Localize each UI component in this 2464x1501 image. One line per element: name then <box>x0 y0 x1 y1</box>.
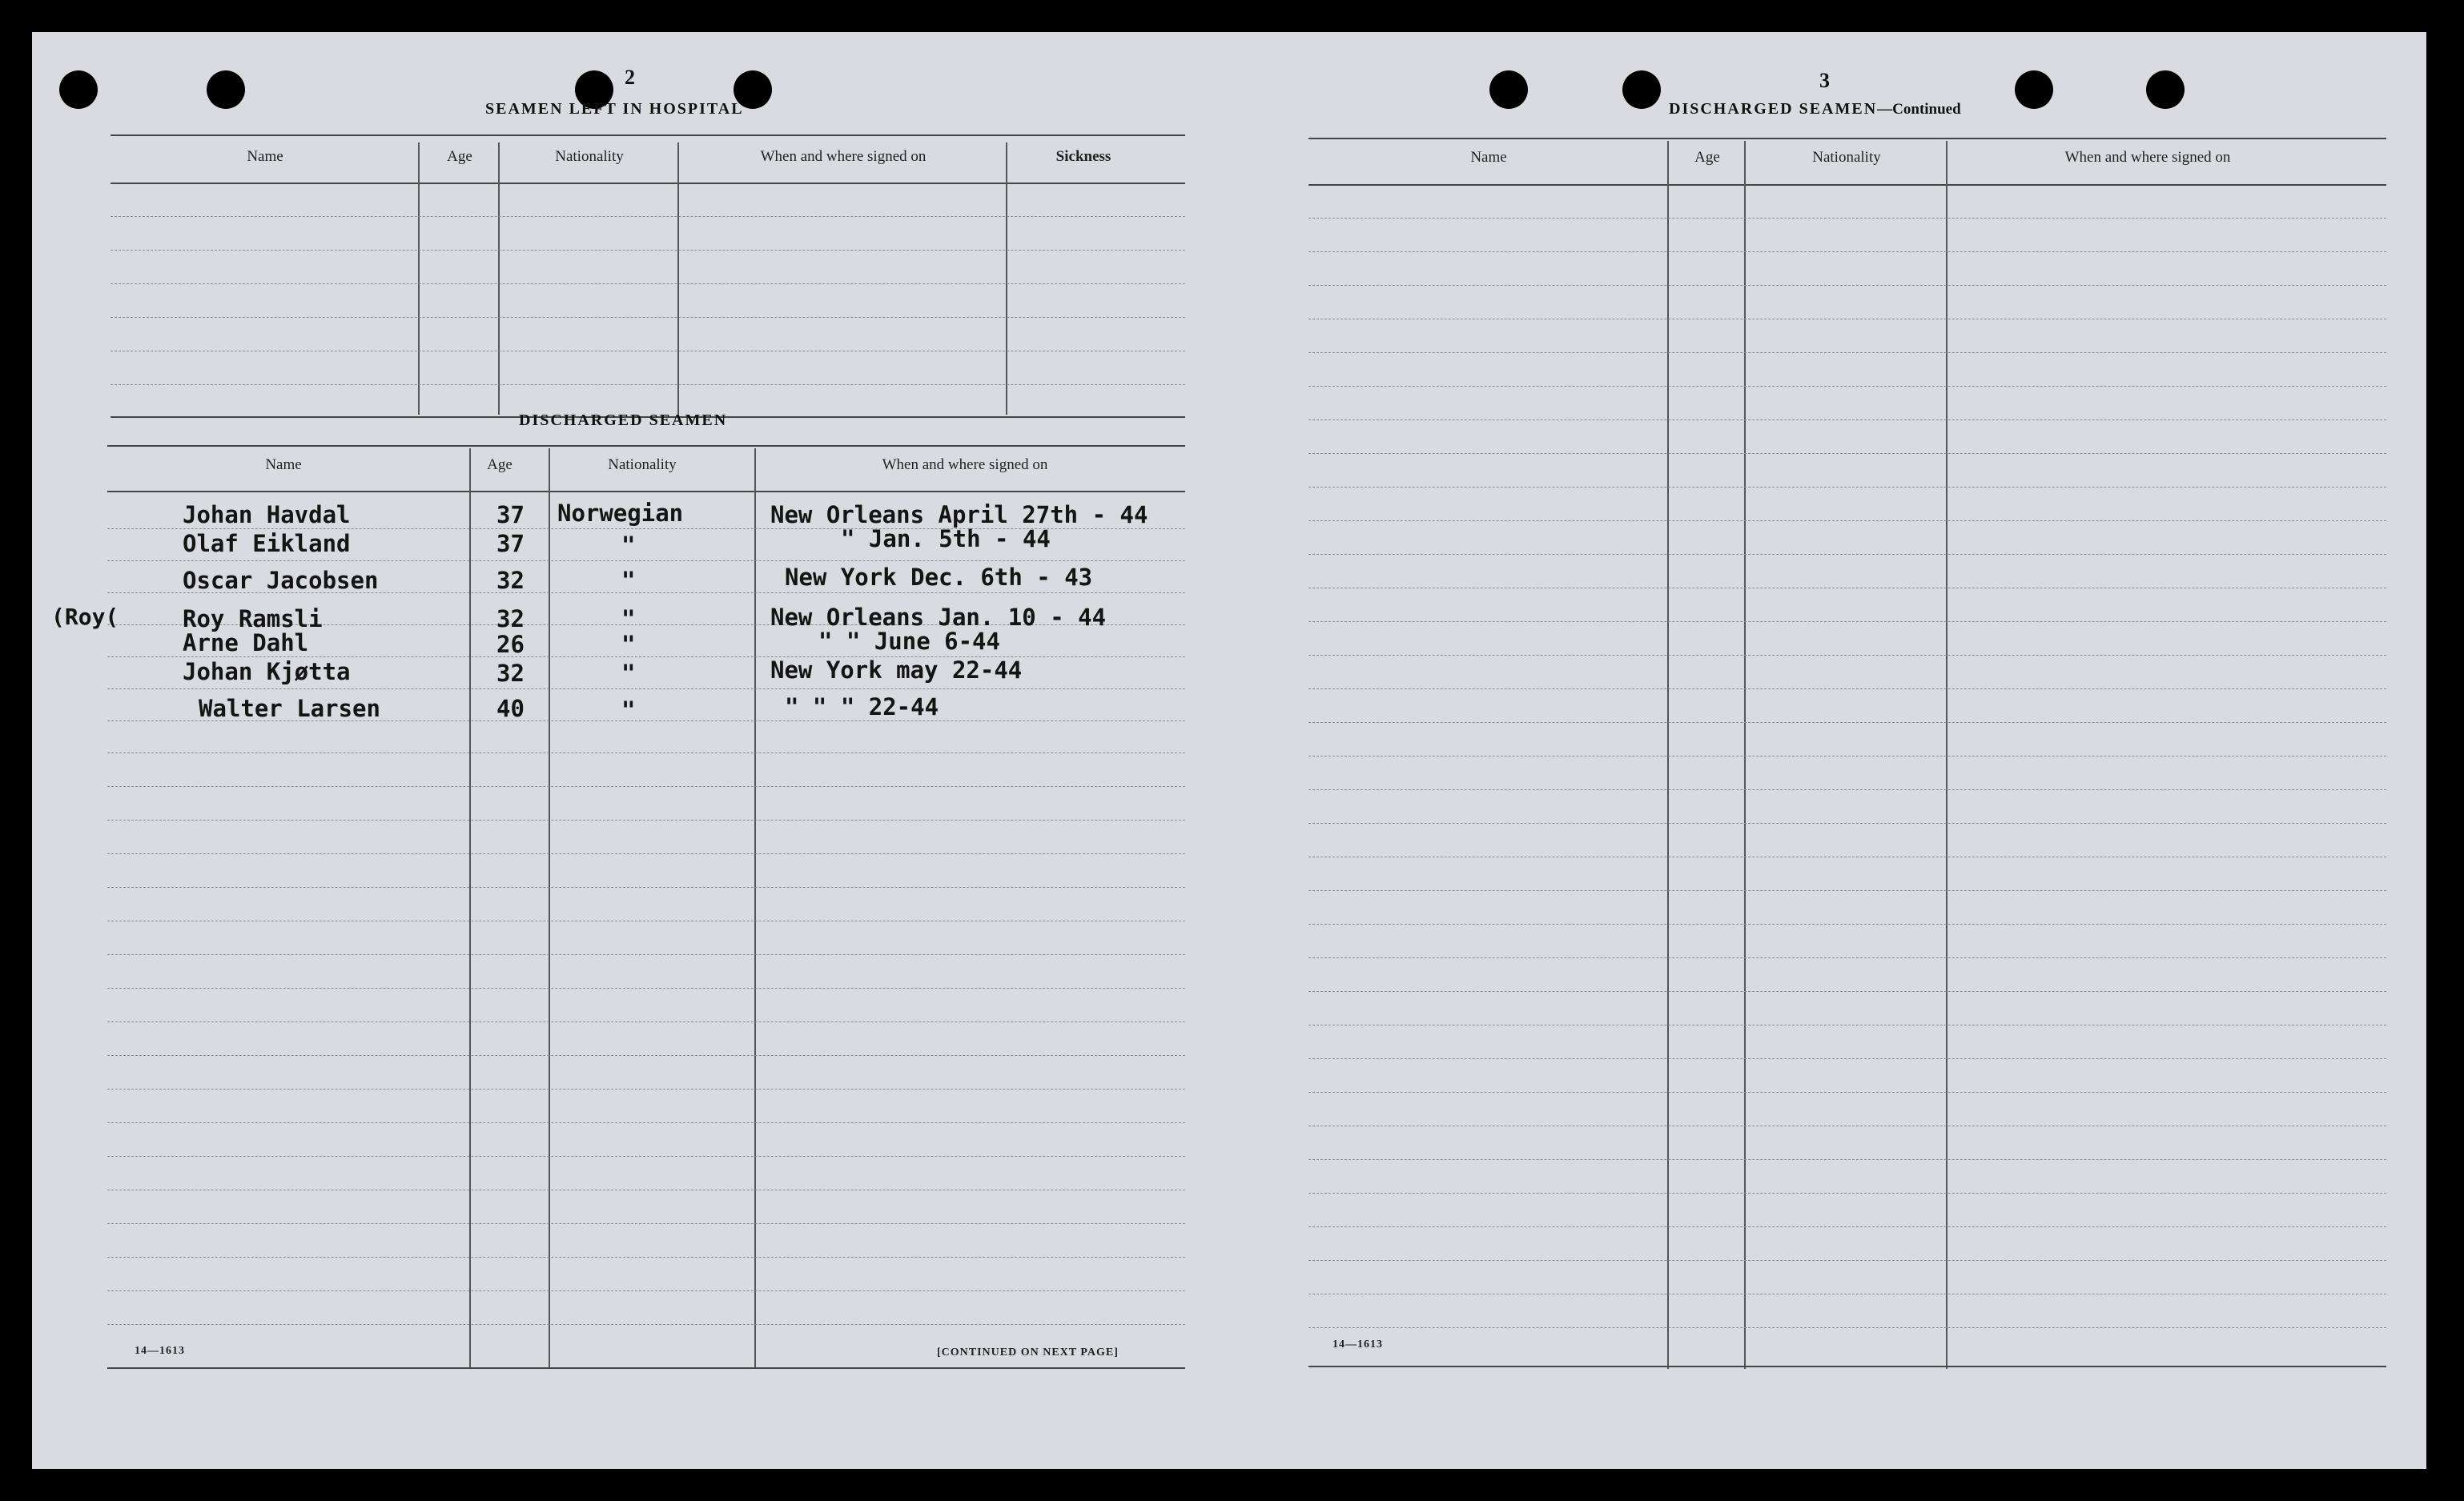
seaman-signed-on: New Orleans Jan. 10 - 44 <box>770 604 1107 631</box>
seaman-nationality: " <box>621 696 636 724</box>
punch-hole <box>1622 70 1661 109</box>
seaman-name: Roy Ramsli <box>183 605 323 632</box>
seaman-nationality: Norwegian <box>557 500 684 527</box>
seaman-signed-on: New York Dec. 6th - 43 <box>785 564 1093 591</box>
punch-hole <box>207 70 245 109</box>
seaman-signed-on: " " June 6-44 <box>818 628 1000 655</box>
right-form-number: 14—1613 <box>1332 1338 1383 1350</box>
hospital-header-signed-on: When and where signed on <box>760 148 927 165</box>
seaman-signed-on: New Orleans April 27th - 44 <box>770 501 1148 528</box>
right-header-signed-on: When and where signed on <box>2064 149 2231 166</box>
punch-hole <box>1489 70 1528 109</box>
right-section-title <box>1669 100 1961 118</box>
punch-hole <box>59 70 98 109</box>
punch-hole <box>2015 70 2053 109</box>
seaman-name: Johan Kjøtta <box>183 658 351 685</box>
seaman-age: 37 <box>496 501 525 528</box>
hospital-header-nationality: Nationality <box>555 148 624 165</box>
seaman-age: 32 <box>496 660 525 687</box>
hospital-header-age: Age <box>447 148 472 165</box>
seaman-age: 32 <box>496 567 525 594</box>
seaman-name: Arne Dahl <box>183 629 309 656</box>
seaman-age: 40 <box>496 695 525 722</box>
right-header-age: Age <box>1694 149 1720 166</box>
discharged-header-nationality: Nationality <box>608 456 677 473</box>
left-form-number: 14—1613 <box>135 1345 185 1357</box>
seaman-name: Oscar Jacobsen <box>183 567 379 594</box>
seaman-name: Walter Larsen <box>199 695 380 722</box>
seaman-age: 37 <box>496 530 525 557</box>
seaman-nationality: " <box>621 567 636 594</box>
seaman-nationality: " <box>621 532 636 559</box>
document-sheet <box>32 32 2426 1469</box>
right-title-main: DISCHARGED SEAMEN <box>1669 100 1878 118</box>
left-page-number: 2 <box>625 66 635 89</box>
hospital-header-name: Name <box>247 148 283 165</box>
seaman-nationality: " <box>621 605 636 632</box>
right-title-continued: —Continued <box>1877 101 1961 118</box>
discharged-header-signed-on: When and where signed on <box>882 456 1048 473</box>
seaman-nationality: " <box>621 660 636 687</box>
seaman-age: 26 <box>496 631 525 658</box>
right-page-number: 3 <box>1819 69 1830 92</box>
margin-note: (Roy( <box>51 604 119 630</box>
continued-note: [CONTINUED ON NEXT PAGE] <box>937 1346 1119 1359</box>
seaman-name: Olaf Eikland <box>183 530 351 557</box>
discharged-header-age: Age <box>487 456 512 473</box>
hospital-header-sickness: Sickness <box>1055 148 1111 165</box>
discharged-section-title: DISCHARGED SEAMEN <box>519 411 728 429</box>
seaman-signed-on: " Jan. 5th - 44 <box>841 525 1051 552</box>
right-header-nationality: Nationality <box>1812 149 1881 166</box>
seaman-age: 32 <box>496 605 525 632</box>
seaman-name: Johan Havdal <box>183 501 351 528</box>
hospital-section-title: SEAMEN LEFT IN HOSPITAL <box>485 100 744 118</box>
seaman-nationality: " <box>621 631 636 658</box>
seaman-signed-on: New York may 22-44 <box>770 656 1023 684</box>
discharged-header-name: Name <box>265 456 302 473</box>
seaman-signed-on: " " " 22-44 <box>785 693 939 720</box>
right-header-name: Name <box>1470 149 1507 166</box>
punch-hole <box>2146 70 2185 109</box>
